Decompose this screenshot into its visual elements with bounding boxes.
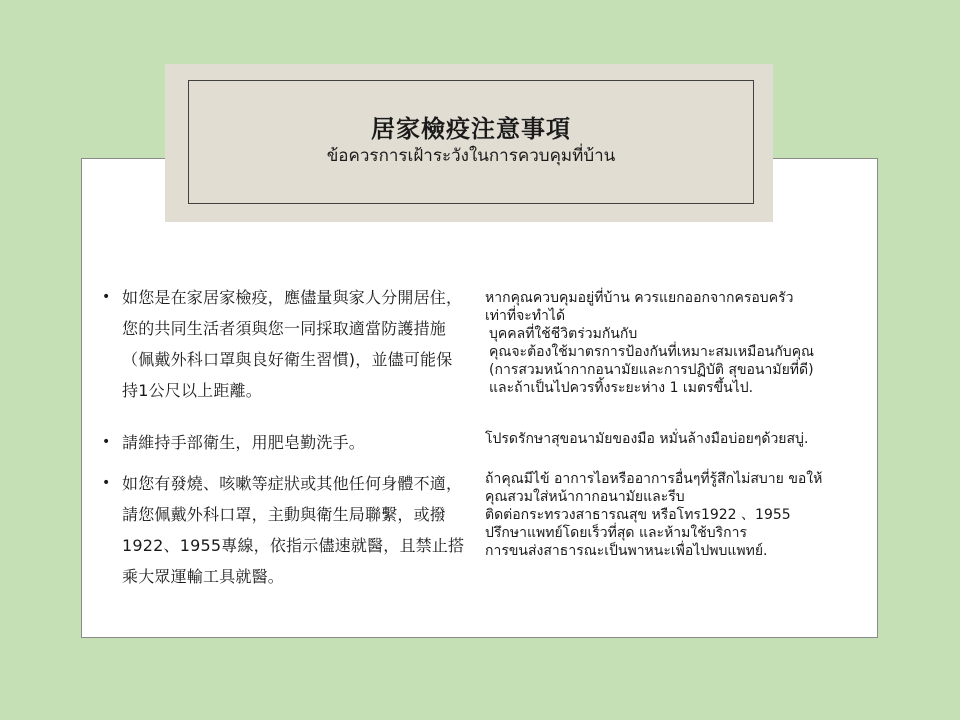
title-thai: ข้อควรการเฝ้าระวังในการควบคุมที่บ้าน <box>326 146 616 166</box>
thai-line: เท่าที่จะทำได้ <box>485 308 566 324</box>
thai-line: (การสวมหน้ากากอนามัยและการปฏิบัติ สุขอนามัยที่ดี) <box>489 362 814 378</box>
instruction-text-zh: 如您有發燒、咳嗽等症狀或其他任何身體不適，請您佩戴外科口罩，主動與衛生局聯繫，或撥1922、1955專線，依指示儘速就醫，且禁止搭乘大眾運輸工具就醫。 <box>122 474 465 586</box>
thai-line: บุคคลที่ใช้ชีวิตร่วมกันกับ <box>489 326 638 342</box>
bullet-icon: • <box>102 289 111 305</box>
list-item <box>102 468 468 592</box>
instruction-text-zh: 如您是在家居家檢疫，應儘量與家人分開居住，您的共同生活者須與您一同採取適當防護措施（佩戴外科口罩與良好衛生習慣)，並儘可能保持1公尺以上距離。 <box>122 288 463 400</box>
thai-line: ถ้าคุณมีไข้ อาการไอหรืออาการอื่นๆที่รู้สึกไม่สบาย ขอให้ <box>485 471 823 487</box>
thai-line: และถ้าเป็นไปควรทิ้งระยะห่าง 1 เมตรขึ้นไป. <box>489 380 754 396</box>
thai-line: คุณจะต้องใช้มาตรการป้องกันที่เหมาะสมเหมือนกับคุณ <box>489 344 815 360</box>
bullet-icon: • <box>102 475 111 491</box>
instruction-text-zh: 請維持手部衛生，用肥皂勤洗手。 <box>122 433 366 452</box>
list-item <box>102 282 468 406</box>
thai-instruction-3 <box>485 470 877 560</box>
thai-line: หากคุณควบคุมอยู่ที่บ้าน ควรแยกออกจากครอบครัว <box>485 290 794 306</box>
bullet-icon: • <box>102 434 111 450</box>
thai-line: การขนส่งสาธารณะเป็นพาหนะเพื่อไปพบแพทย์. <box>485 543 768 559</box>
chinese-instruction-list <box>102 282 468 592</box>
thai-line: คุณสวมใส่หน้ากากอนามัยและรีบ <box>485 489 685 505</box>
thai-line: ปรึกษาแพทย์โดยเร็วที่สุด และห้ามใช้บริการ <box>485 525 747 541</box>
header-frame <box>188 80 754 204</box>
thai-instruction-2 <box>485 430 877 448</box>
title-chinese: 居家檢疫注意事項 <box>371 115 571 143</box>
thai-line: โปรดรักษาสุขอนามัยของมือ หมั่นล้างมือบ่อยๆด้วยสบู่. <box>485 431 809 447</box>
list-item <box>102 427 468 458</box>
thai-line: ติดต่อกระทรวงสาธารณสุข หรือโทร1922 、1955 <box>485 507 791 523</box>
thai-instruction-1 <box>485 289 877 397</box>
